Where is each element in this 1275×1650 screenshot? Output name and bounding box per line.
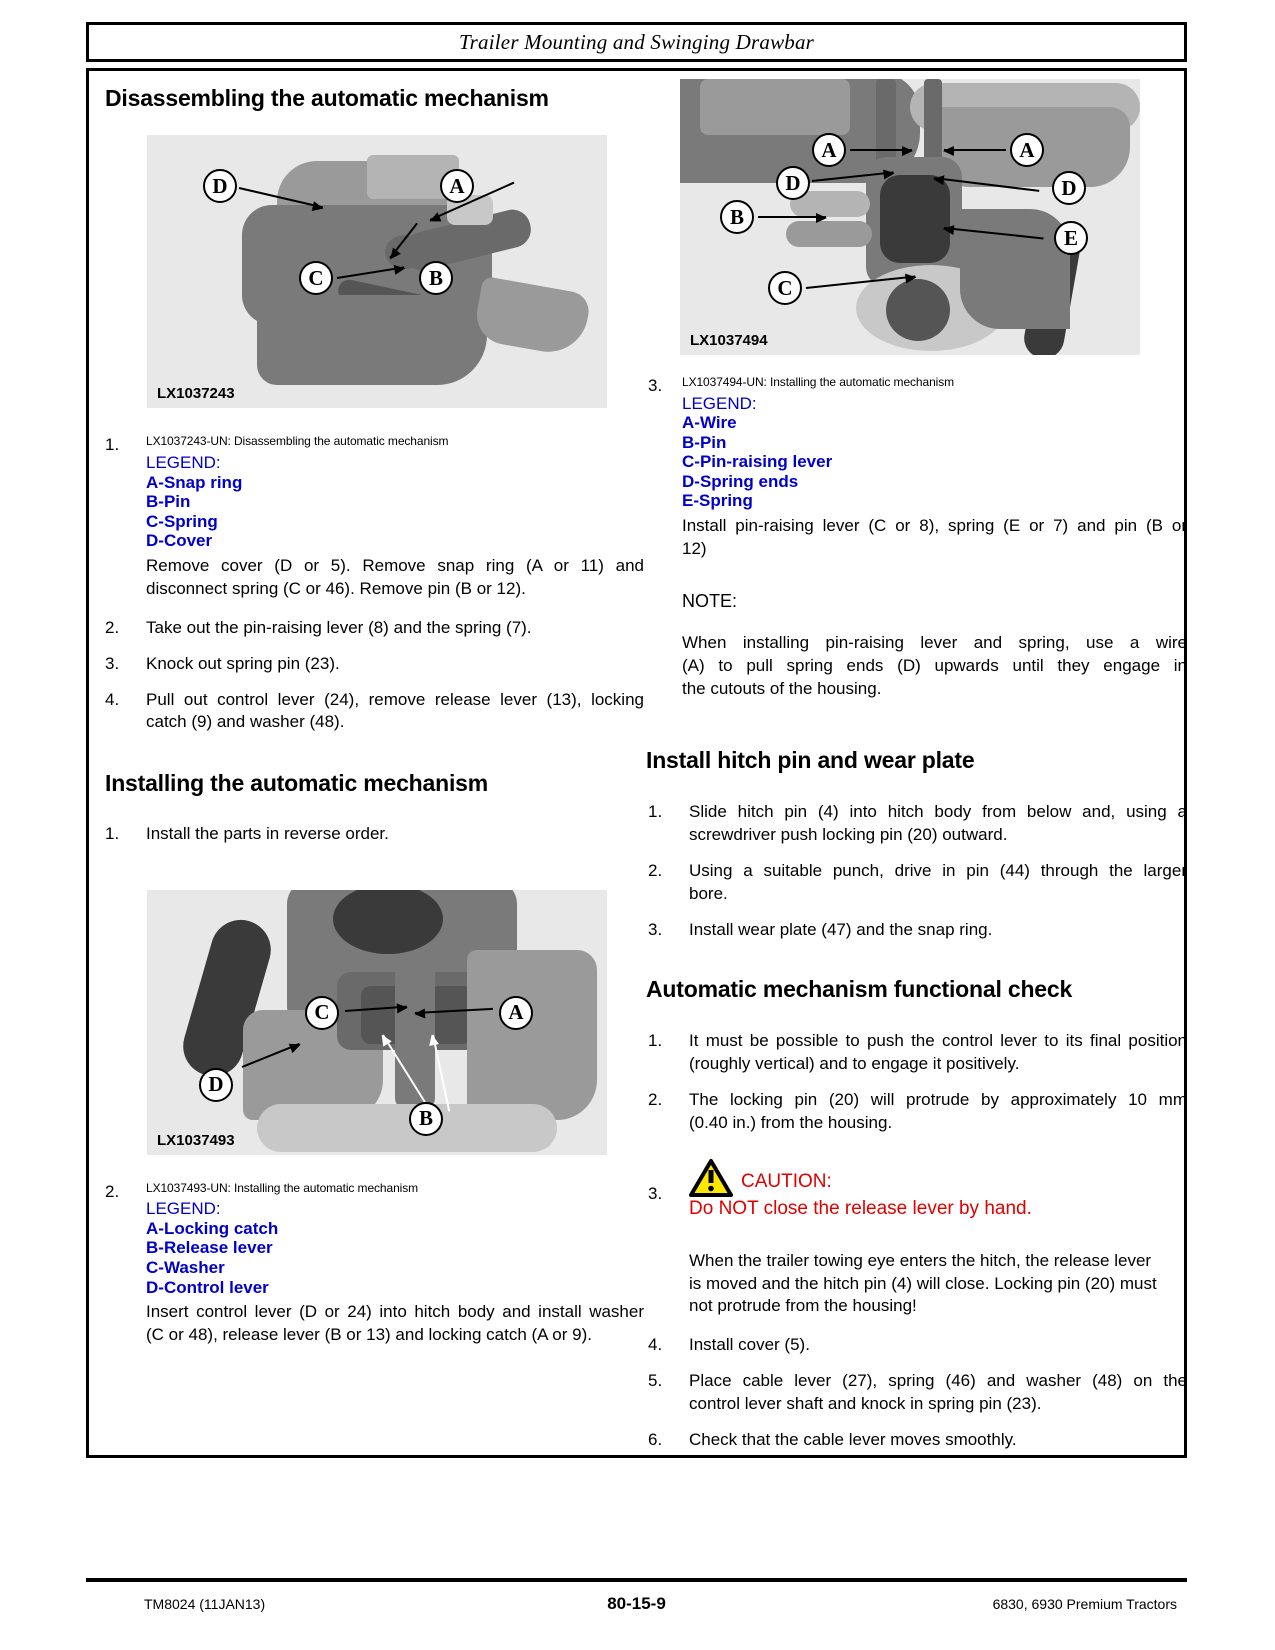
step-text-line: (C or 48), release lever (B or 13) and locking catch (A or 9). [146, 1325, 592, 1345]
warning-triangle-icon [689, 1159, 733, 1197]
list-item-final-4 [642, 1334, 1187, 1357]
callout-d: D [199, 1068, 233, 1102]
callout-a: A [499, 996, 533, 1030]
list-number: 3. [648, 919, 663, 939]
caution-body-line: not protrude from the housing! [689, 1296, 917, 1316]
step-text-line: disconnect spring (C or 46). Remove pin (B or 12). [146, 578, 526, 598]
step-text-line: The locking pin (20) will protrude by approximately 10 mm [689, 1090, 1187, 1109]
step-text: Install the parts in reverse order. [146, 823, 389, 843]
step-text: Knock out spring pin (23). [146, 653, 340, 673]
list-number: 2. [648, 1090, 663, 1109]
heading-installing: Installing the automatic mechanism [105, 770, 489, 797]
step-text-line: (0.40 in.) from the housing. [689, 1112, 893, 1132]
legend-item-d: D-Control lever [146, 1277, 269, 1297]
legend-item-c: C-Spring [146, 511, 218, 531]
step-text-line: bore. [689, 883, 728, 903]
leader-line [850, 149, 912, 151]
list-number: 6. [648, 1430, 663, 1450]
legend-item-a: A-Snap ring [146, 472, 243, 492]
caution-label: CAUTION: [741, 1170, 832, 1192]
callout-d-right: D [1052, 171, 1086, 205]
photo-shape [786, 221, 872, 247]
list-item-install-1 [99, 823, 644, 846]
step-text-line: Pull out control lever (24), remove release lever (13), locking [146, 689, 644, 709]
list-number: 1. [648, 802, 663, 821]
list-item-disassemble-2 [99, 617, 644, 640]
step-text-line: Insert control lever (D or 24) into hitch body and install washer [146, 1302, 644, 1322]
photo-shape [472, 276, 591, 358]
callout-b: B [720, 200, 754, 234]
photo-shape [467, 950, 597, 1120]
callout-b: B [409, 1102, 443, 1136]
step-text-line: It must be possible to push the control lever to its final position [689, 1031, 1187, 1051]
callout-d: D [203, 169, 237, 203]
legend-item-c: C-Washer [146, 1258, 225, 1277]
photo-shape [700, 79, 850, 135]
photo-shape [257, 295, 487, 385]
left-column [99, 71, 644, 1360]
step-text-line: 12) [682, 538, 707, 558]
note-line: the cutouts of the housing. [682, 678, 882, 698]
callout-c: C [299, 261, 333, 295]
step-text-line: control lever shaft and knock in spring pin (23). [689, 1394, 1042, 1414]
step-text-line: Install wear plate (47) and the snap ring. [689, 919, 993, 939]
footer-page-number: 80-15-9 [607, 1594, 666, 1613]
step-text-line: Slide hitch pin (4) into hitch body from below and, using a [689, 802, 1187, 821]
list-number: 1. [105, 823, 120, 843]
list-item-right-3 [642, 375, 1187, 561]
leader-line [944, 149, 1006, 151]
callout-c: C [768, 271, 802, 305]
figure-caption: LX1037494-UN: Installing the automatic mechanism [682, 375, 955, 389]
list-item-disassemble-1 [99, 434, 644, 600]
legend-title: LEGEND: [146, 1199, 221, 1219]
list-number: 2. [105, 1181, 120, 1201]
right-column [642, 71, 1187, 1465]
figure-code-lx1037494: LX1037494 [690, 332, 768, 349]
step-text-line: Place cable lever (27), spring (46) and washer (48) on the [689, 1371, 1187, 1391]
photo-shape [886, 279, 950, 341]
legend-item-d: D-Spring ends [682, 471, 799, 491]
note-line: (A) to pull spring ends (D) upwards until they engage in [682, 655, 1187, 675]
legend-item-b: B-Pin [146, 492, 191, 512]
step-text-line: Using a suitable punch, drive in pin (44) through the larger [689, 860, 1187, 880]
list-item-check-2 [642, 1089, 1187, 1135]
page-header [86, 22, 1187, 62]
figure-code-lx1037493: LX1037493 [157, 1131, 235, 1149]
figure-caption: LX1037243-UN: Disassembling the automatic mechanism [146, 434, 449, 449]
legend-item-a: A-Locking catch [146, 1218, 279, 1238]
step-text-line: Install pin-raising lever (C or 8), spring (E or 7) and pin (B or [682, 515, 1187, 535]
legend-title: LEGEND: [682, 393, 757, 413]
step-text-line: Remove cover (D or 5). Remove snap ring (A or 11) and [146, 555, 644, 575]
legend-item-b: B-Pin [682, 432, 727, 452]
step-text-line: screwdriver push locking pin (20) outward. [689, 824, 1008, 844]
legend-title: LEGEND: [146, 453, 221, 473]
legend-item-b: B-Release lever [146, 1238, 273, 1258]
page-header-title: Trailer Mounting and Swinging Drawbar [458, 29, 815, 54]
photo-shape [880, 175, 950, 263]
footer-model-info: 6830, 6930 Premium Tractors [992, 1596, 1177, 1612]
note-line: When installing pin-raising lever and spring, use a wire [682, 632, 1187, 652]
step-text-line: Install cover (5). [689, 1335, 810, 1355]
list-item-caution [642, 1157, 1187, 1222]
caution-text: Do NOT close the release lever by hand. [689, 1197, 1032, 1219]
photo-shape [257, 1104, 557, 1152]
list-item-final-5 [642, 1370, 1187, 1416]
page-footer [86, 1596, 1187, 1620]
list-item-hitch-2 [642, 860, 1187, 906]
callout-a-right: A [1010, 133, 1044, 167]
heading-disassembling: Disassembling the automatic mechanism [105, 85, 549, 111]
note-title: NOTE: [682, 590, 738, 611]
heading-install-hitch-pin: Install hitch pin and wear plate [646, 746, 975, 773]
legend-item-d: D-Cover [146, 531, 213, 551]
figure-lx1037494 [680, 79, 1140, 355]
leader-line [758, 216, 826, 218]
figure-code-lx1037243: LX1037243 [157, 385, 235, 403]
list-number: 2. [648, 860, 663, 880]
legend-item-c: C-Pin-raising lever [682, 452, 833, 472]
list-number: 3. [105, 653, 120, 673]
list-item-hitch-1 [642, 801, 1187, 847]
list-number: 2. [105, 617, 120, 637]
step-text-line: (roughly vertical) and to engage it positively. [689, 1054, 1020, 1074]
figure-lx1037243 [147, 135, 607, 408]
list-number: 4. [105, 689, 120, 709]
list-number: 4. [648, 1335, 663, 1355]
step-text-line: Check that the cable lever moves smoothly. [689, 1430, 1017, 1450]
list-item-check-1 [642, 1030, 1187, 1076]
callout-b: B [419, 261, 453, 295]
list-number: 3. [648, 1183, 663, 1203]
callout-a: A [440, 169, 474, 203]
list-number: 5. [648, 1371, 663, 1391]
callout-c: C [305, 996, 339, 1030]
list-item-hitch-3 [642, 919, 1187, 942]
callout-e: E [1054, 221, 1088, 255]
callout-a-left: A [812, 133, 846, 167]
photo-shape [960, 209, 1070, 329]
footer-document-id: TM8024 (11JAN13) [144, 1596, 266, 1612]
list-number: 3. [648, 376, 663, 395]
list-number: 1. [648, 1031, 663, 1051]
step-text: Take out the pin-raising lever (8) and the spring (7). [146, 617, 532, 637]
legend-item-a: A-Wire [682, 413, 737, 433]
page-body [86, 68, 1187, 1458]
footer-divider [86, 1578, 1187, 1582]
step-text-line: catch (9) and washer (48). [146, 712, 345, 732]
list-item-install-2 [99, 1181, 644, 1347]
caution-body-line: When the trailer towing eye enters the hitch, the release lever [689, 1250, 1152, 1270]
caution-body-line: is moved and the hitch pin (4) will close. Locking pin (20) must [689, 1273, 1157, 1293]
callout-d-left: D [776, 166, 810, 200]
figure-lx1037493 [147, 890, 607, 1155]
note-block [642, 591, 1187, 701]
heading-functional-check: Automatic mechanism functional check [646, 975, 1073, 1002]
caution-body [642, 1250, 1187, 1319]
list-number: 1. [105, 435, 120, 455]
list-item-final-6 [642, 1429, 1187, 1452]
figure-caption: LX1037493-UN: Installing the automatic mechanism [146, 1180, 419, 1195]
list-item-disassemble-4 [99, 689, 644, 735]
list-item-disassemble-3 [99, 653, 644, 676]
legend-item-e: E-Spring [682, 491, 753, 511]
